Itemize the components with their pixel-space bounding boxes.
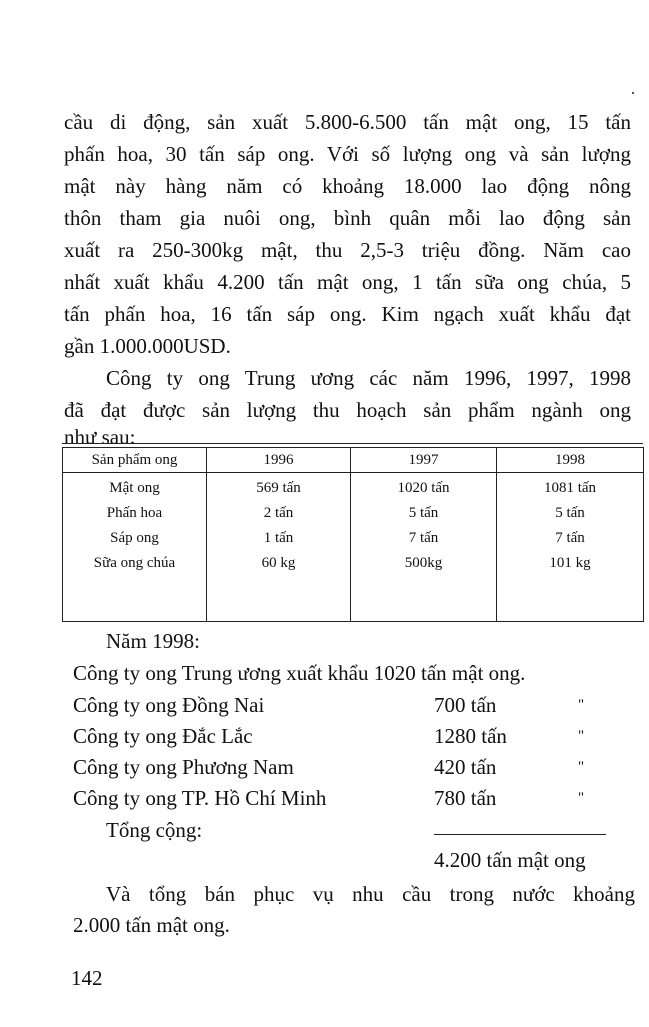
year-heading: Năm 1998: <box>106 629 200 653</box>
paragraph3-line: Và tổng bán phục vụ nhu cầu trong nước khoảng <box>106 882 635 906</box>
paragraph3-line: 2.000 tấn mật ong. <box>73 913 230 937</box>
paragraph1-line: thôn tham gia nuôi ong, bình quân mỗi lao động sản <box>64 206 631 230</box>
ditto-mark: " <box>578 697 585 713</box>
table-header-row <box>63 448 644 473</box>
page-number: 142 <box>71 966 103 990</box>
company-name: Công ty ong Đồng Nai <box>73 693 265 717</box>
company-amount: 700 tấn <box>434 693 497 717</box>
ditto-mark: " <box>578 790 585 806</box>
table-cell-1998: 1081 tấn 5 tấn 7 tấn 101 kg <box>497 473 644 622</box>
ditto-mark: " <box>578 759 585 775</box>
company-name: Công ty ong Đắc Lắc <box>73 724 253 748</box>
ditto-mark: " <box>578 728 585 744</box>
speck <box>632 92 634 94</box>
paragraph1-line: mật này hàng năm có khoảng 18.000 lao động nông <box>64 174 631 198</box>
table-header: 1996 <box>207 448 351 473</box>
paragraph1-line: xuất ra 250-300kg mật, thu 2,5-3 triệu đồng. Năm cao <box>64 238 631 262</box>
paragraph2-line: như sau: <box>64 425 136 449</box>
paragraph1-line: nhất xuất khẩu 4.200 tấn mật ong, 1 tấn sữa ong chúa, 5 <box>64 270 631 294</box>
company-name: Công ty ong Trung ương xuất khẩu 1020 tấn mật ong. <box>73 661 526 685</box>
table-cell-products: Mật ong Phấn hoa Sáp ong Sữa ong chúa <box>63 473 207 622</box>
paragraph1-line: phấn hoa, 30 tấn sáp ong. Với số lượng ong và sản lượng <box>64 142 631 166</box>
company-amount: 1280 tấn <box>434 724 507 748</box>
paragraph1-line: gần 1.000.000USD. <box>64 334 231 358</box>
company-name: Công ty ong Phương Nam <box>73 755 294 779</box>
total-value: 4.200 tấn mật ong <box>434 848 586 872</box>
paragraph2-line: đã đạt được sản lượng thu hoạch sản phẩm ngành ong <box>64 398 631 422</box>
company-amount: 780 tấn <box>434 786 497 810</box>
table-header: Sản phẩm ong <box>63 448 207 473</box>
total-rule <box>434 834 606 835</box>
company-amount: 420 tấn <box>434 755 497 779</box>
table-cell-1997: 1020 tấn 5 tấn 7 tấn 500kg <box>351 473 497 622</box>
total-label: Tổng cộng: <box>106 818 203 842</box>
table-body-row <box>63 473 644 622</box>
table-header: 1998 <box>497 448 644 473</box>
company-name: Công ty ong TP. Hồ Chí Minh <box>73 786 327 810</box>
table-cell-1996: 569 tấn 2 tấn 1 tấn 60 kg <box>207 473 351 622</box>
table-header: 1997 <box>351 448 497 473</box>
paragraph1-line: cầu di động, sản xuất 5.800-6.500 tấn mật ong, 15 tấn <box>64 110 631 134</box>
paragraph2-line: Công ty ong Trung ương các năm 1996, 1997, 1998 <box>106 366 631 390</box>
paragraph1-line: tấn phấn hoa, 16 tấn sáp ong. Kim ngạch xuất khẩu đạt <box>64 302 631 326</box>
production-table <box>62 447 644 622</box>
table-top-rule <box>62 443 643 444</box>
